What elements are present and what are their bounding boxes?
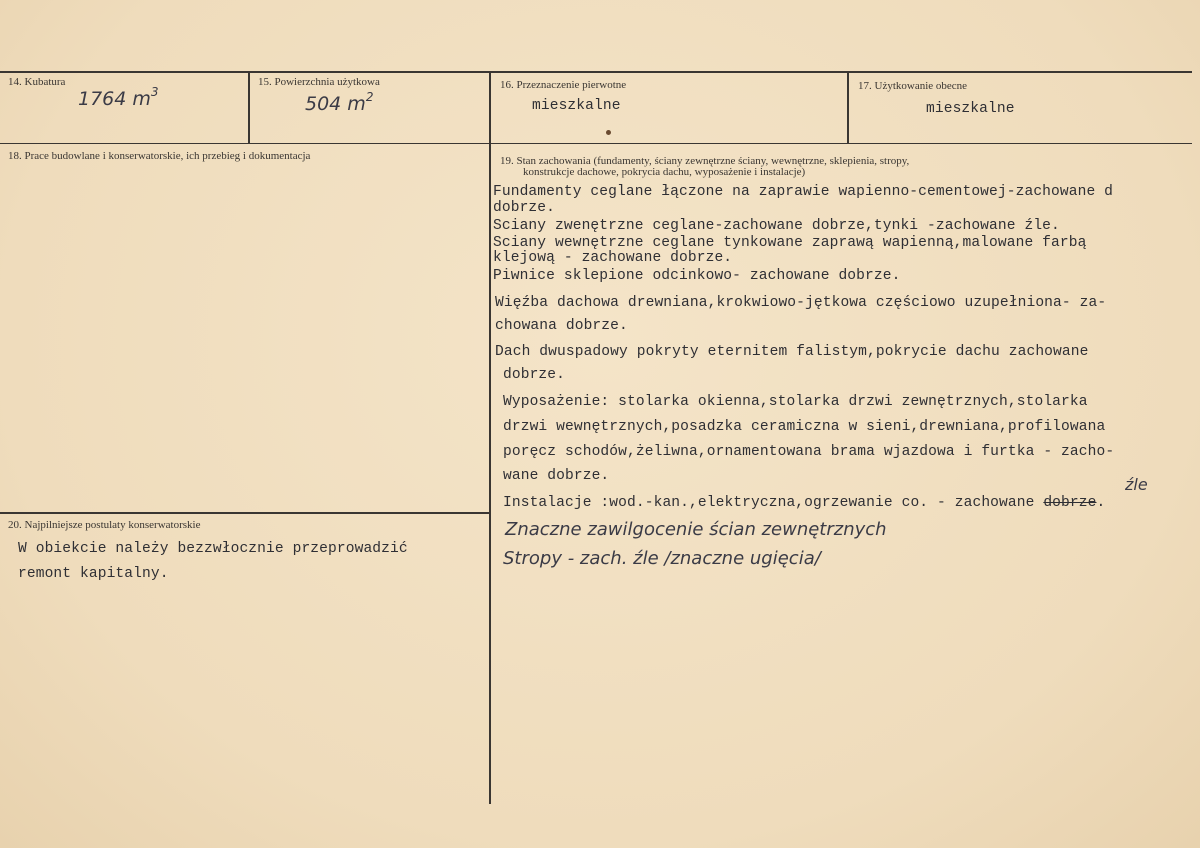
postulaty-line2: remont kapitalny. <box>18 566 169 582</box>
postulaty-label: 20. Najpilniejsze postulaty konserwatorskie <box>8 519 201 531</box>
stan-line-9: Dach dwuspadowy pokryty eternitem falistym,pokrycie dachu zachowane <box>495 344 1089 360</box>
ink-spot <box>606 130 611 135</box>
postulaty-line1: W obiekcie należy bezzwłocznie przeprowadzić <box>18 541 408 557</box>
stan-line-10: dobrze. <box>503 367 566 383</box>
row2-bottom-rule <box>0 512 490 514</box>
powierzchnia-label: 15. Powierzchnia użytkowa <box>258 76 380 88</box>
uzytkowanie-label: 17. Użytkowanie obecne <box>858 80 968 92</box>
stan-line-11: Wyposażenie: stolarka okienna,stolarka drzwi zewnętrznych,stolarka <box>503 394 1088 410</box>
uzytkowanie-value: mieszkalne <box>926 101 1015 117</box>
stan-line-1: Fundamenty ceglane łączone na zaprawie wapienno-cementowej-zachowane d <box>493 184 1114 200</box>
stan-line-4: Sciany wewnętrzne ceglane tynkowane zaprawą wapienną,malowane farbą <box>493 235 1087 251</box>
top-rule <box>0 71 1192 73</box>
instalacje-text: Instalacje :wod.-kan.,elektryczna,ogrzewanie co. - zachowane <box>503 495 1035 511</box>
przeznaczenie-label: 16. Przeznaczenie pierwotne <box>500 79 627 91</box>
powierzchnia-value <box>305 90 374 115</box>
stan-zachowania-label-line1: 19. Stan zachowania (fundamenty, ściany zewnętrzne ściany, wewnętrzne, sklepienia, stropy, <box>500 155 910 167</box>
struck-word: dobrze <box>1043 495 1097 511</box>
stan-line-6: Piwnice sklepione odcinkowo- zachowane dobrze. <box>493 268 901 284</box>
divider-15-16 <box>489 72 491 804</box>
stan-zachowania-label-line2: konstrukcje dachowe, pokrycia dachu, wyposażenie i instalacje) <box>523 166 806 178</box>
stan-line-12: drzwi wewnętrznych,posadzka ceramiczna w sieni,drewniana,profilowana <box>503 419 1106 435</box>
hand-note-line2: Stropy - zach. źle /znaczne ugięcia/ <box>503 548 821 569</box>
powierzchnia-unit-exponent: 2 <box>365 90 374 104</box>
przeznaczenie-value: mieszkalne <box>532 98 621 114</box>
stan-line-5: klejową - zachowane dobrze. <box>493 250 733 266</box>
stan-line-7: Więźba dachowa drewniana,krokwiowo-jętkowa częściowo uzupełniona- za- <box>495 295 1107 311</box>
divider-14-15 <box>248 72 250 144</box>
kubatura-number: 1764 m <box>78 88 151 110</box>
kubatura-unit-exponent: 3 <box>150 85 159 99</box>
stan-line-14: wane dobrze. <box>503 468 610 484</box>
stan-line-13: poręcz schodów,żeliwna,ornamentowana brama wjazdowa i furtka - zacho- <box>503 444 1115 460</box>
row1-bottom-rule <box>0 143 1192 144</box>
instalacje-period: . <box>1096 495 1106 511</box>
stan-line-3: Sciany zwenętrzne ceglane-zachowane dobrze,tynki -zachowane źle. <box>493 218 1060 234</box>
prace-budowlane-label: 18. Prace budowlane i konserwatorskie, ich przebieg i dokumentacja <box>8 150 311 162</box>
hand-note-line1: Znaczne zawilgocenie ścian zewnętrznych <box>505 519 887 540</box>
stan-line-instalacje <box>503 495 1105 512</box>
hand-correction: źle <box>1125 475 1148 494</box>
divider-16-17 <box>847 72 849 144</box>
kubatura-value <box>78 85 159 110</box>
powierzchnia-number: 504 m <box>305 93 366 115</box>
stan-line-8: chowana dobrze. <box>495 318 628 334</box>
stan-line-2: dobrze. <box>493 200 556 216</box>
kubatura-label: 14. Kubatura <box>8 76 66 88</box>
